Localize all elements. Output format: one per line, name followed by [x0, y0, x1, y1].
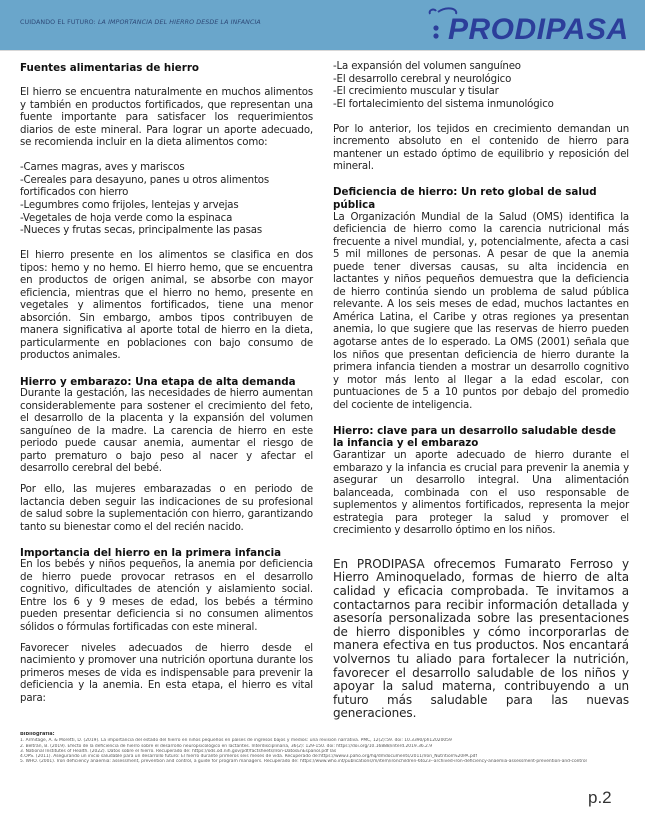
paragraph-early-childhood-2: Favorecer niveles adecuados de hierro desde el nacimiento y promover una nutrición oportuna durante los primeros meses de vida es indispensable para prevenir la deficiencia y la anemia. En esta etapa, el hierro es vital para:: [20, 642, 313, 704]
paragraph-food-sources-intro: El hierro se encuentra naturalmente en muchos alimentos y también en productos fortificados, que representan una fuente importante para satisfacer los requerimientos diarios de este mineral. Para lograr un aporte adecuado, se recomienda incluir en la dieta alimentos como:: [20, 87, 313, 149]
list-item: -El desarrollo cerebral y neurológico: [333, 73, 512, 85]
heading-global-challenge: Deficiencia de hierro: Un reto global de salud pública: [333, 186, 597, 211]
list-item: -El fortalecimiento del sistema inmunológico: [333, 98, 554, 110]
heading-pregnancy: Hierro y embarazo: Una etapa de alta demanda: [20, 375, 296, 388]
running-title-part2: LA IMPORTANCIA DEL HIERRO DESDE LA INFANCIA: [97, 19, 261, 26]
paragraph-tissue-demand: Por lo anterior, los tejidos en crecimiento demandan un incremento absoluto en el contenido de hierro para mantener un estado óptimo de equilibrio y reposición del mineral.: [333, 123, 629, 173]
bibliography-item: 1. Armitage, A. & Moretti, D. (2019). La importancia del estado del hierro en niños pequeños en países de ingresos bajos y medios: una revisión narrativa. PMC, 12(2):59. doi: 10.3390/ph12020059: [20, 738, 452, 744]
bibliography-title: Bibliografía:: [20, 732, 55, 737]
bibliography-item: 2. Beltrán, B. (2019). Efecto de la deficiencia de hierro sobre el desarrollo neuropsicológico en lactantes. Interdisciplinaria, 36(2): 129-150. doi: https://doi.org/10.16888/interd.2019.36.2.9: [20, 743, 433, 749]
logo-text: PRODIPASA: [448, 13, 629, 46]
food-list: [20, 162, 313, 237]
running-title-part1: CUIDANDO EL FUTURO:: [20, 19, 98, 26]
prodipasa-logo: [426, 6, 641, 48]
paragraph-pregnancy-2: Por ello, las mujeres embarazadas o en periodo de lactancia deben seguir las indicaciones de su profesional de salud sobre la suplementación con hierro, garantizando tanto su bienestar como el del recién nacido.: [20, 483, 313, 533]
paragraph-heme-types: El hierro presente en los alimentos se clasifica en dos tipos: hemo y no hemo. El hierro hemo, que se encuentra en productos de origen animal, se absorbe con mayor eficiencia, mientras que el hierro no hemo, presente en vegetales y alimentos fortificados, tiene una menor absorción. Sin embargo, ambos tipos contribuyen de manera significativa al aporte total de hierro en la dieta, particularmente en poblaciones con bajo consumo de productos animales.: [20, 250, 313, 362]
iron-benefits-list: [333, 61, 629, 111]
paragraph-pregnancy-1: Durante la gestación, las necesidades de hierro aumentan considerablemente para sostener el crecimiento del feto, el desarrollo de la placenta y la expansión del volumen sanguíneo de la madre. La carencia de hierro en este periodo puede causar anemia, aumentar el riesgo de parto prematuro o bajo peso al nacer y afectar el desarrollo cerebral del bebé.: [20, 388, 313, 475]
bibliography-item: 4.OPS. (2011). Asegurando un inicio saludable para un desarrollo futuro: El hierro durante primeros seis meses de vida. Recuperado de:https://www3.paho.org/hq/dmdocuments/2011/Iron_Nutrition%20PA.pdf: [20, 754, 477, 760]
prodipasa-call-to-action: En PRODIPASA ofrecemos Fumarato Ferroso y Hierro Aminoquelado, formas de hierro de alta calidad y eficacia comprobada. Te invitamos a contactarnos para recibir información detallada y asesoría personalizada sobre las presentaciones de hierro disponibles y cómo incorporarlas de manera efectiva en tus productos. Nos encantará volvernos tu aliado para fortalecer la nutrición, favorecer el desarrollo saludable de los niños y apoyar la salud materna, contribuyendo a un futuro más saludable para las nuevas generaciones.: [333, 556, 629, 721]
header-band: [0, 0, 645, 51]
paragraph-early-childhood-1: En los bebés y niños pequeños, la anemia por deficiencia de hierro puede provocar retrasos en el desarrollo cognitivo, dificultades de atención y aislamiento social. Entre los 6 y 9 meses de edad, los bebés a término pueden presentar deficiencia si no consumen alimentos sólidos o fórmulas fortificadas con este mineral.: [20, 559, 313, 633]
running-title: [20, 19, 261, 26]
list-item: -Cereales para desayuno, panes u otros alimentos fortificados con hierro: [20, 174, 270, 199]
list-item: -El crecimiento muscular y tisular: [333, 86, 499, 98]
list-item: -Legumbres como frijoles, lentejas y arvejas: [20, 199, 239, 211]
list-item: -Nueces y frutas secas, principalmente las pasas: [20, 225, 262, 237]
bibliography: [20, 732, 630, 765]
list-item: -Carnes magras, aves y mariscos: [20, 162, 185, 174]
heading-healthy-development: Hierro: clave para un desarrollo saludable desde la infancia y el embarazo: [333, 424, 617, 450]
page-number: p.2: [588, 788, 612, 807]
paragraph-healthy-development: Garantizar un aporte adecuado de hierro durante el embarazo y la infancia es crucial para prevenir la anemia y asegurar un desarrollo integral. Una alimentación balanceada, combinada con el uso responsable de suplementos y alimentos fortificados, representa la mejor estrategia para proteger la salud y promover el crecimiento y desarrollo óptimo en los niños.: [333, 450, 629, 537]
paragraph-global-challenge: La Organización Mundial de la Salud (OMS) identifica la deficiencia de hierro como la carencia nutricional más frecuente a nivel mundial, y, potencialmente, afecta a casi 5 mil millones de personas. A pesar de que la anemia puede tener diversas causas, su alta incidencia en lactantes y niños pequeños demuestra que la deficiencia de hierro continúa siendo un problema de salud pública relevante. A los seis meses de edad, muchos lactantes en América Latina, el Caribe y otras regiones ya presentan anemia, lo que sugiere que las reservas de hierro pueden agotarse antes de lo esperado. La OMS (2001) señala que los niños que presentan deficiencia de hierro durante la primera infancia tienden a mostrar un desarrollo cognitivo y motor más lento al llegar a la edad escolar, con puntuaciones de 5 a 10 puntos por debajo del promedio del cociente de inteligencia.: [333, 211, 629, 411]
list-item: -La expansión del volumen sanguíneo: [333, 61, 521, 72]
right-column: [333, 55, 629, 721]
list-item: -Vegetales de hoja verde como la espinaca: [20, 212, 233, 224]
bibliography-item: 3. National Institutes of Health. (2022). Datos sobre el hierro. Recuperado de: https://ods.od.nih.gov/pdf/factsheets/Iron-DatosEnEspanol.pdf las: [20, 748, 337, 754]
bibliography-item: 5. WHO. (2001). Iron deficiency anaemia: assessment, prevention and control, a guide for program managers. Recuperado de: https://www.who.int/publications/m/item/ironchildren-6to23--archived-iron-deficiency-anaemia-assessment-prevention-and-control: [20, 759, 587, 765]
heading-food-sources: Fuentes alimentarias de hierro: [20, 62, 199, 74]
left-column: [20, 55, 313, 705]
heading-early-childhood: Importancia del hierro en la primera infancia: [20, 546, 282, 559]
